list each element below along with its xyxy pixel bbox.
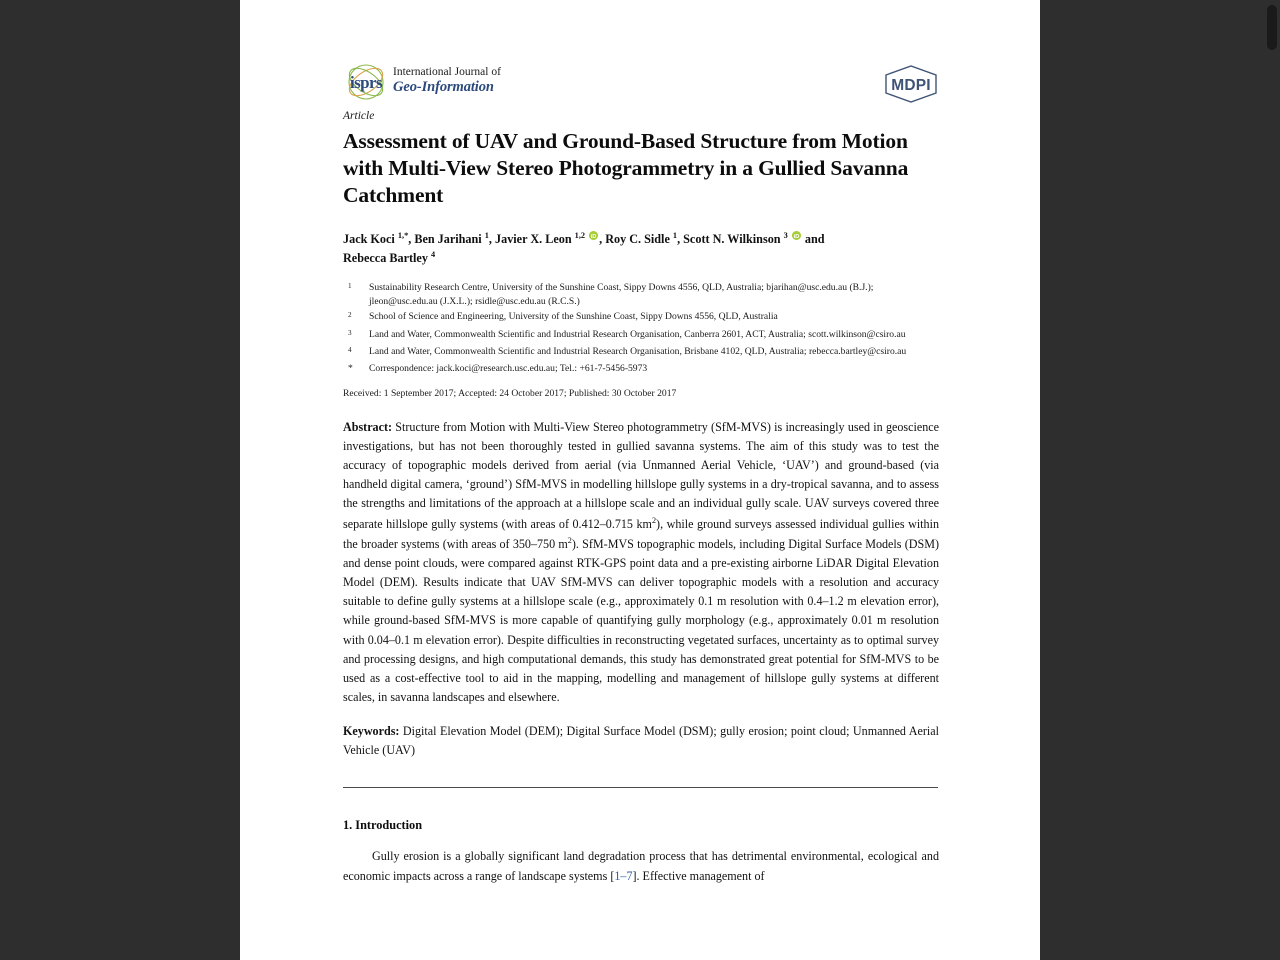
author-separator: , Ben Jarihani bbox=[408, 232, 485, 247]
journal-logo bbox=[343, 62, 501, 102]
author-separator: , Scott N. Wilkinson bbox=[677, 232, 784, 247]
paragraph-text-b: ]. Effective management of bbox=[632, 868, 765, 883]
section-heading-introduction: 1. Introduction bbox=[343, 818, 423, 833]
page-title: Assessment of UAV and Ground-Based Structure from Motion with Multi-View Stereo Photogrammetry in a Gullied Savanna Catchment bbox=[343, 129, 909, 208]
publication-dates: Received: 1 September 2017; Accepted: 24 October 2017; Published: 30 October 2017 bbox=[343, 387, 677, 399]
isprs-logo-icon bbox=[343, 62, 390, 102]
author-name: Rebecca Bartley bbox=[343, 251, 431, 266]
affiliation-text: School of Science and Engineering, University of the Sunshine Coast, Sippy Downs 4556, QLD, Australia bbox=[369, 311, 778, 323]
keywords-text: Digital Elevation Model (DEM); Digital Surface Model (DSM); gully erosion; point cloud; Unmanned Aerial Vehicle (UAV) bbox=[343, 724, 939, 758]
article-type-label: Article bbox=[343, 110, 375, 122]
document-page bbox=[240, 0, 1040, 960]
affiliation-list bbox=[343, 281, 939, 377]
svg-text:MDPI: MDPI bbox=[891, 77, 931, 94]
affiliation-row bbox=[343, 310, 939, 327]
author-affiliation-marker: 1,2 bbox=[574, 231, 586, 241]
svg-text:iD: iD bbox=[793, 234, 800, 241]
affiliation-text: Land and Water, Commonwealth Scientific and Industrial Research Organisation, Canberra 2601, ACT, Australia; scott.wilkinson@csiro.au bbox=[369, 328, 906, 340]
author-affiliation-marker: 1 bbox=[672, 231, 678, 241]
affiliation-row bbox=[343, 281, 939, 310]
author-name: Jack Koci bbox=[343, 232, 398, 247]
citation-link[interactable]: 1–7 bbox=[614, 868, 633, 883]
author-conjunction: and bbox=[801, 232, 825, 247]
correspondence-text: Correspondence: jack.koci@research.usc.edu.au; Tel.: +61-7-5456-5973 bbox=[369, 363, 648, 375]
abstract-section bbox=[343, 418, 939, 707]
author-affiliation-marker: 1,* bbox=[397, 231, 409, 241]
masthead bbox=[343, 0, 939, 96]
affiliation-row bbox=[343, 345, 939, 362]
orcid-icon[interactable] bbox=[589, 231, 598, 240]
abstract-text-part2: ), while ground surveys assessed individual gullies within the broader systems (with areas of 350–750 m bbox=[343, 516, 939, 551]
affiliation-marker: 4 bbox=[348, 345, 352, 354]
affiliation-marker: 2 bbox=[348, 311, 352, 320]
abstract-text-part3: ). SfM-MVS topographic models, including Digital Surface Models (DSM) and dense point clouds, were compared against RTK-GPS point data and a pre-existing airborne LiDAR Digital Elevation Model (DEM). Results indicate that UAV SfM-MVS can deliver topographic models with a resolution and accuracy suitable to define gully systems at a hillslope scale (e.g., approximately 0.1 m resolution with 0.4–1.2 m elevation error), while ground-based SfM-MVS is more capable of quantifying gully morphology (e.g., approximately 0.01 m resolution with 0.04–0.1 m elevation error). Despite difficulties in reconstructing vegetated surfaces, uncertainty as to optimal survey and processing designs, and high computational demands, this study has demonstrated great potential for SfM-MVS to be used as a cost-effective tool to aid in the mapping, modelling and management of hillslope gully systems at different scales, in savanna landscapes and elsewhere. bbox=[343, 536, 939, 705]
scrollbar-thumb[interactable] bbox=[1267, 5, 1277, 50]
orcid-icon[interactable] bbox=[792, 231, 801, 240]
affiliation-marker: 3 bbox=[348, 328, 352, 337]
introduction-paragraph bbox=[343, 847, 939, 886]
journal-name-line1: International Journal of bbox=[393, 66, 501, 79]
affiliation-row bbox=[343, 328, 939, 345]
keywords-section bbox=[343, 722, 939, 760]
abstract-superscript: 2 bbox=[567, 535, 572, 545]
journal-name-line2: Geo-Information bbox=[393, 79, 494, 96]
affiliation-text: Sustainability Research Centre, University of the Sunshine Coast, Sippy Downs 4556, QLD, Australia; bjarihan@usc.edu.au (B.J.); jleon@usc.edu.au (J.X.L.); rsidle@usc.edu.au (R.C.S.) bbox=[369, 281, 874, 308]
abstract-superscript: 2 bbox=[651, 515, 657, 525]
correspondence-marker: * bbox=[348, 363, 353, 375]
abstract-text-part1: Structure from Motion with Multi-View Stereo photogrammetry (SfM-MVS) is increasingly used in geoscience investigations, but has not been thoroughly tested in gullied savanna systems. The aim of this study was to test the accuracy of topographic models derived from aerial (via Unmanned Aerial Vehicle, ‘UAV’) and ground-based (via handheld digital camera, ‘ground’) SfM-MVS in modelling hillslope gully systems in a dry-tropical savanna, and to assess the strengths and limitations of the approach at a hillslope scale and an individual gully scale. UAV surveys covered three separate hillslope gully systems (with areas of 0.412–0.715 km bbox=[343, 419, 939, 531]
svg-text:isprs: isprs bbox=[350, 73, 382, 92]
author-affiliation-marker: 4 bbox=[431, 249, 436, 259]
vertical-scrollbar[interactable] bbox=[1264, 0, 1280, 960]
svg-text:iD: iD bbox=[590, 234, 597, 241]
affiliation-marker: 1 bbox=[348, 281, 352, 290]
keywords-label: Keywords: bbox=[343, 724, 400, 739]
author-separator: , Roy C. Sidle bbox=[599, 232, 673, 247]
author-affiliation-marker: 3 bbox=[783, 231, 788, 241]
author-affiliation-marker: 1 bbox=[484, 231, 489, 241]
affiliation-text: Land and Water, Commonwealth Scientific and Industrial Research Organisation, Brisbane 4102, QLD, Australia; rebecca.bartley@csiro.au bbox=[369, 345, 907, 357]
author-list bbox=[343, 230, 939, 268]
author-separator: , Javier X. Leon bbox=[488, 232, 575, 247]
journal-name bbox=[393, 66, 501, 97]
mdpi-logo-icon bbox=[882, 64, 940, 104]
correspondence-row bbox=[343, 362, 939, 377]
abstract-label: Abstract: bbox=[343, 419, 393, 434]
section-divider bbox=[343, 787, 938, 788]
paragraph-text-a: Gully erosion is a globally significant land degradation process that has detrimental environmental, ecological and economic impacts across a range of landscape systems [ bbox=[343, 849, 939, 883]
